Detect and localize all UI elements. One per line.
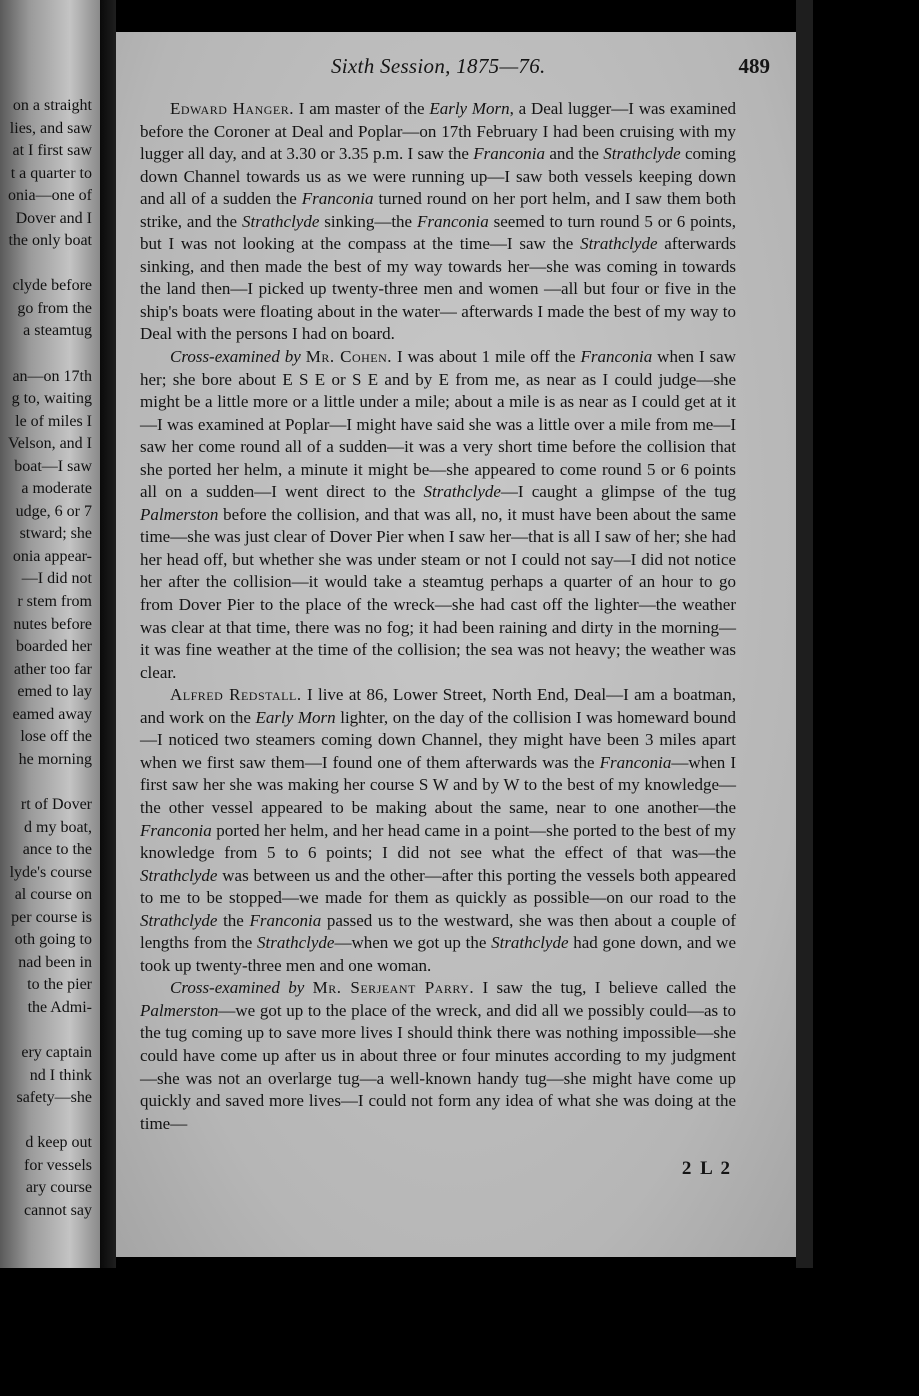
- text-run: was between us and the other—after this porting the vessels both appeared to me to be stopped—we made for them as quickly as possible—on our road to the: [140, 865, 736, 908]
- left-page-line: a moderate: [21, 480, 92, 498]
- text-run: afterwards sinking, and then made the best of my way towards her—she was coming in towards the land then—I picked up twenty-three men and women —all but four or five in the ship's boats were floating about in the water— afterwards I made the best of my way to Deal with the persons I had on board.: [140, 234, 736, 344]
- left-page-line: nutes before: [13, 615, 92, 633]
- signature-mark: 2 L 2: [681, 1158, 732, 1179]
- left-page-line: r stem from: [17, 593, 92, 611]
- italic-name: Palmerston: [140, 1000, 219, 1020]
- left-page-line: udge, 6 or 7: [15, 502, 92, 520]
- left-page-line: onia—one of: [8, 187, 92, 205]
- italic-name: Strathclyde: [580, 234, 658, 254]
- left-page-line: [0, 253, 92, 276]
- italic-name: Palmerston: [140, 504, 219, 524]
- text-run: ported her helm, and her head came in a point—she ported to the best of my knowledge from 5 to 6 points; I did not see what the effect of that was—the: [140, 820, 736, 863]
- italic-name: Strathclyde: [140, 865, 218, 885]
- left-page-line: clyde before: [12, 277, 92, 295]
- witness-name: Alfred Redstall.: [170, 685, 302, 705]
- left-page-line: le of miles I: [15, 412, 92, 430]
- left-page-line: emed to lay: [17, 683, 92, 701]
- left-page-line: ary course: [25, 1179, 92, 1197]
- italic-name: Franconia: [249, 910, 322, 930]
- left-page-line: [0, 1110, 92, 1133]
- left-page-text: [0, 95, 100, 1222]
- left-page-line: [0, 771, 92, 794]
- text-run: had gone down, and we took up twenty-three men and one woman.: [140, 933, 736, 975]
- italic-name: Franconia: [416, 211, 489, 231]
- left-page-line: for vessels: [24, 1156, 92, 1174]
- left-page-line: ance to the: [22, 841, 92, 859]
- text-run: passed us to the westward, she was then about a couple of lengths from the: [140, 910, 736, 953]
- counsel-name: Mr. Serjeant Parry.: [312, 978, 475, 998]
- left-page-line: —I did not: [21, 570, 92, 588]
- left-page-line: lyde's course: [9, 863, 92, 881]
- left-page-line: [0, 343, 92, 366]
- left-page-line: onia appear-: [12, 547, 92, 565]
- italic-name: Franconia: [301, 189, 374, 209]
- left-page-line: g to, waiting: [11, 390, 92, 408]
- italic-name: Franconia: [580, 347, 653, 367]
- left-page-line: ather too far: [13, 660, 92, 678]
- left-page-line: safety—she: [16, 1089, 92, 1107]
- left-page-line: to the pier: [27, 976, 92, 994]
- italic-name: Franconia: [473, 144, 546, 164]
- left-page-line: oth going to: [14, 931, 92, 949]
- text-run: —when we got up the: [334, 933, 492, 953]
- left-page-line: on a straight: [12, 97, 92, 114]
- italic-name: Franconia: [140, 820, 212, 840]
- left-page-line: [0, 1019, 92, 1042]
- witness-name: Edward Hanger.: [170, 99, 295, 118]
- left-page-line: lose off the: [20, 728, 92, 746]
- text-run: when I saw her; she bore about E S E or S E and by E from me, as near as I could judge—she might be a little more or a little under a mile; about a mile is as near as I could get at it—I was examined at Poplar—I might have said she was a little over a mile from me—I saw her come round all of a sudden—it was a very short time before the collision that she ported her helm, a minute it might be—she appeared to come round 5 or 6 points all on a sudden—I went direct to the: [140, 347, 736, 502]
- text-run: I saw the tug, I believe called the: [474, 978, 737, 998]
- left-page-line: nad been in: [18, 953, 92, 971]
- left-page-line: per course is: [11, 908, 92, 926]
- book-page: [116, 32, 796, 1257]
- testimony-text: [140, 98, 736, 1135]
- page-header: [136, 54, 776, 84]
- left-page-line: stward; she: [19, 525, 92, 543]
- testimony-paragraph: [140, 98, 736, 346]
- page-number: 489: [738, 54, 770, 78]
- italic-name: Strathclyde: [423, 482, 501, 502]
- text-run: sinking—the: [319, 211, 417, 231]
- left-page-line: t a quarter to: [10, 164, 92, 182]
- left-page-line: boat—I saw: [14, 457, 92, 475]
- left-page-line: a steamtug: [23, 322, 92, 340]
- running-head: Sixth Session, 1875—76.: [331, 54, 546, 78]
- left-page-line: boarded her: [16, 638, 92, 656]
- left-page-line: d my boat,: [24, 818, 92, 836]
- left-page-line: ery captain: [21, 1043, 92, 1061]
- italic-name: Strathclyde: [257, 933, 335, 953]
- counsel-name: Mr. Cohen.: [305, 347, 393, 367]
- left-page-line: the only boat: [8, 232, 92, 250]
- left-page-line: nd I think: [29, 1066, 92, 1084]
- left-page-line: eamed away: [12, 705, 92, 723]
- left-page-line: Dover and I: [15, 209, 92, 227]
- text-run: I live at 86, Lower Street, North End, Deal—I am a boatman, and work on the: [140, 685, 736, 727]
- text-run: coming down Channel towards us as we were running up—I saw both vessels keeping down and all of a sudden the: [140, 144, 736, 209]
- italic-name: Strathclyde: [491, 933, 569, 953]
- testimony-paragraph: [140, 684, 736, 977]
- text-run: turned round on her port helm, and I saw them both strike, and the: [140, 189, 736, 231]
- left-page-line: at I first saw: [12, 142, 92, 160]
- left-page-line: d keep out: [25, 1134, 92, 1152]
- text-run: lighter, on the day of the collision I was homeward bound—I noticed two steamers coming down Channel, they might have been 3 miles apart when we first saw them—I found one of them afterwards was the: [140, 707, 737, 772]
- left-page-line: an—on 17th: [12, 367, 92, 385]
- text-run: seemed to turn round 5 or 6 points, but I was not looking at the compass at the time—I saw the: [140, 211, 736, 254]
- italic-name: Strathclyde: [140, 910, 218, 930]
- italic-name: Franconia: [599, 752, 672, 772]
- left-page-line: the Admi-: [27, 998, 92, 1016]
- italic-name: Strathclyde: [241, 211, 320, 231]
- cross-exam-label: Cross-examined by: [170, 978, 305, 998]
- text-run: the: [217, 910, 250, 930]
- book-gutter: [100, 0, 116, 1268]
- text-run: I am master of the: [294, 99, 430, 118]
- left-page-line: go from the: [17, 299, 92, 317]
- text-run: , a Deal lugger—I was examined before the Coroner at Deal and Poplar—on 17th February I had been cruising with my lugger all day, and at 3.30 or 3.35 p.m. I saw the: [140, 99, 736, 164]
- cross-exam-label: Cross-examined by: [170, 347, 301, 367]
- text-run: and the: [545, 144, 604, 164]
- text-run: I was about 1 mile off the: [392, 347, 581, 367]
- italic-name: Strathclyde: [603, 144, 681, 164]
- italic-name: Early Morn: [255, 707, 336, 727]
- testimony-paragraph: [140, 977, 736, 1135]
- left-page-line: Velson, and I: [8, 435, 92, 453]
- left-page-edge: [0, 0, 100, 1268]
- background: [813, 0, 919, 1268]
- text-run: before the collision, and that was all, no, it must have been about the same time—she was just clear of Dover Pier when I saw her—that is all I saw of her; she had her head off, but whether she was under steam or not I could not say—I did not notice her after the collision—it would take a steamtug perhaps a quarter of an hour to go from Dover Pier to the place of the wreck—she had cast off the lighter—the weather was clear at that time, there was no fog; it had been raining and dirty in the morning—it was fine weather at the time of the collision; the sea was not heavy; the weather was clear.: [140, 504, 736, 682]
- text-run: —when I first saw her she was making her course S W and by W to the best of my knowledge—the other vessel appeared to be making about the same, near to one another—the: [140, 752, 737, 817]
- text-run: —I caught a glimpse of the tug: [500, 482, 736, 502]
- text-run: —we got up to the place of the wreck, and did all we possibly could—as to the tug coming up to save more lives I should think there was nothing impossible—she could have come up after us in about three or four minutes according to my judgment—she was not an overlarge tug—a well-known handy tug—she might have come up quickly and saved more lives—I could not form any idea of what she was doing at the time—: [140, 1000, 736, 1133]
- left-page-line: rt of Dover: [20, 795, 92, 813]
- testimony-paragraph: [140, 346, 736, 684]
- left-page-line: cannot say: [24, 1201, 92, 1219]
- left-page-line: al course on: [14, 886, 92, 904]
- right-page-edge: [796, 0, 813, 1268]
- left-page-line: lies, and saw: [9, 119, 92, 137]
- italic-name: Early Morn: [429, 99, 510, 118]
- left-page-line: he morning: [18, 750, 92, 768]
